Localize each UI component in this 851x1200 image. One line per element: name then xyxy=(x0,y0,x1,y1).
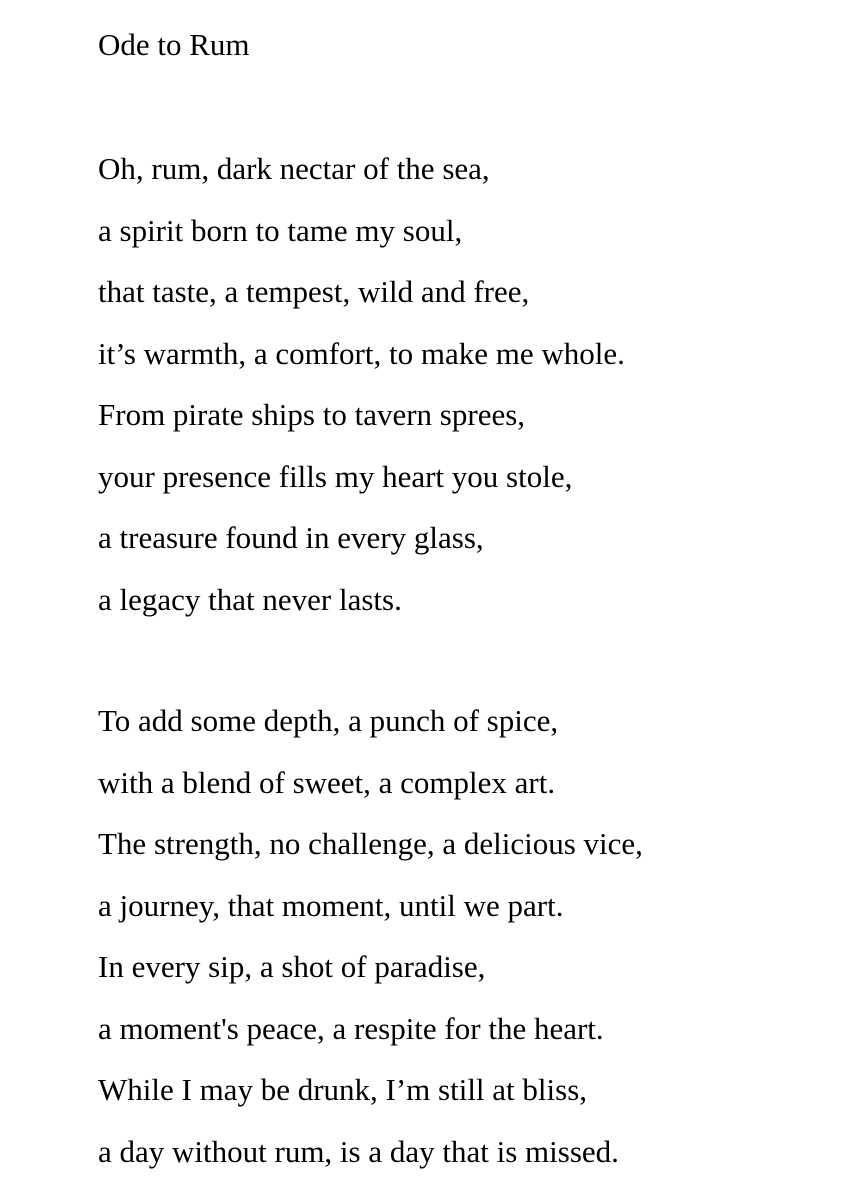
poem-line: While I may be drunk, I’m still at bliss, xyxy=(98,1072,588,1107)
poem-line: a treasure found in every glass, xyxy=(98,520,484,555)
poem-line: a day without rum, is a day that is missed. xyxy=(98,1133,619,1169)
poem-line: The strength, no challenge, a delicious vice, xyxy=(98,826,643,861)
poem-line: In every sip, a shot of paradise, xyxy=(98,949,486,984)
poem-line: a journey, that moment, until we part. xyxy=(98,887,564,923)
poem-line: a moment's peace, a respite for the heart. xyxy=(98,1010,604,1046)
poem-line: that taste, a tempest, wild and free, xyxy=(98,274,530,309)
poem-line: a spirit born to tame my soul, xyxy=(98,212,463,248)
poem-line: a legacy that never lasts. xyxy=(98,581,402,617)
poem-line: To add some depth, a punch of spice, xyxy=(98,703,559,738)
poem-line: Oh, rum, dark nectar of the sea, xyxy=(98,151,490,186)
poem-line: From pirate ships to tavern sprees, xyxy=(98,397,526,432)
stanza-1 xyxy=(98,150,625,642)
poem-title: Ode to Rum xyxy=(98,27,250,62)
poem-line: it’s warmth, a comfort, to make me whole. xyxy=(98,335,625,371)
poem-line: with a blend of sweet, a complex art. xyxy=(98,764,556,800)
poem-line: your presence fills my heart you stole, xyxy=(98,458,573,494)
stanza-2 xyxy=(98,702,643,1194)
